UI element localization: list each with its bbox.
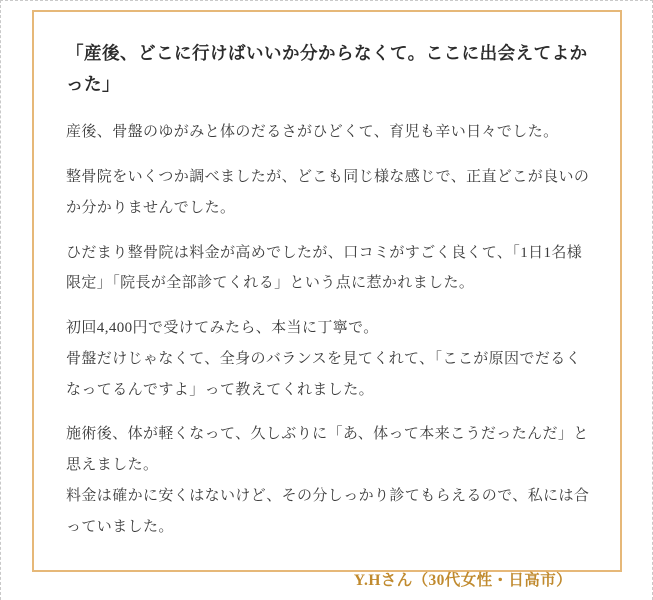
paragraph-line: 骨盤だけじゃなくて、全身のバランスを見てくれて、「ここが原因でだるくなってるんですよ」って教えてくれました。 (66, 350, 582, 398)
paragraph-line: 整骨院をいくつか調べましたが、どこも同じ様な感じで、正直どこが良いのか分かりませんでした。 (66, 169, 590, 216)
testimonial-paragraph (66, 313, 590, 405)
page-left-edge (0, 0, 2, 600)
testimonial-paragraph (66, 162, 590, 224)
testimonial-paragraph (66, 238, 590, 300)
testimonial-card (32, 10, 622, 590)
page-top-edge (0, 0, 653, 2)
paragraph-line: 料金は確かに安くはないけど、その分しっかり診てもらえるので、私には合っていました。 (66, 487, 590, 535)
paragraph-line: 産後、骨盤のゆがみと体のだるさがひどくて、育児も辛い日々でした。 (66, 124, 559, 141)
testimonial-title: 「産後、どこに行けばいいか分からなくて。ここに出会えてよかった」 (66, 43, 588, 94)
testimonial-paragraph (66, 117, 590, 148)
paragraph-line: 施術後、体が軽くなって、久しぶりに「あ、体って本来こうだったんだ」と思えました。 (66, 426, 589, 473)
testimonial-paragraph (66, 419, 590, 542)
paragraph-line: ひだまり整骨院は料金が高めでしたが、口コミがすごく良くて、「1日1名様限定」「院長が全部診てくれる」という点に惹かれました。 (66, 244, 583, 292)
testimonial-signature: Y.Hさん（30代女性・日高市） (353, 572, 572, 590)
paragraph-line: 初回4,400円で受けてみたら、本当に丁寧で。 (66, 320, 379, 336)
